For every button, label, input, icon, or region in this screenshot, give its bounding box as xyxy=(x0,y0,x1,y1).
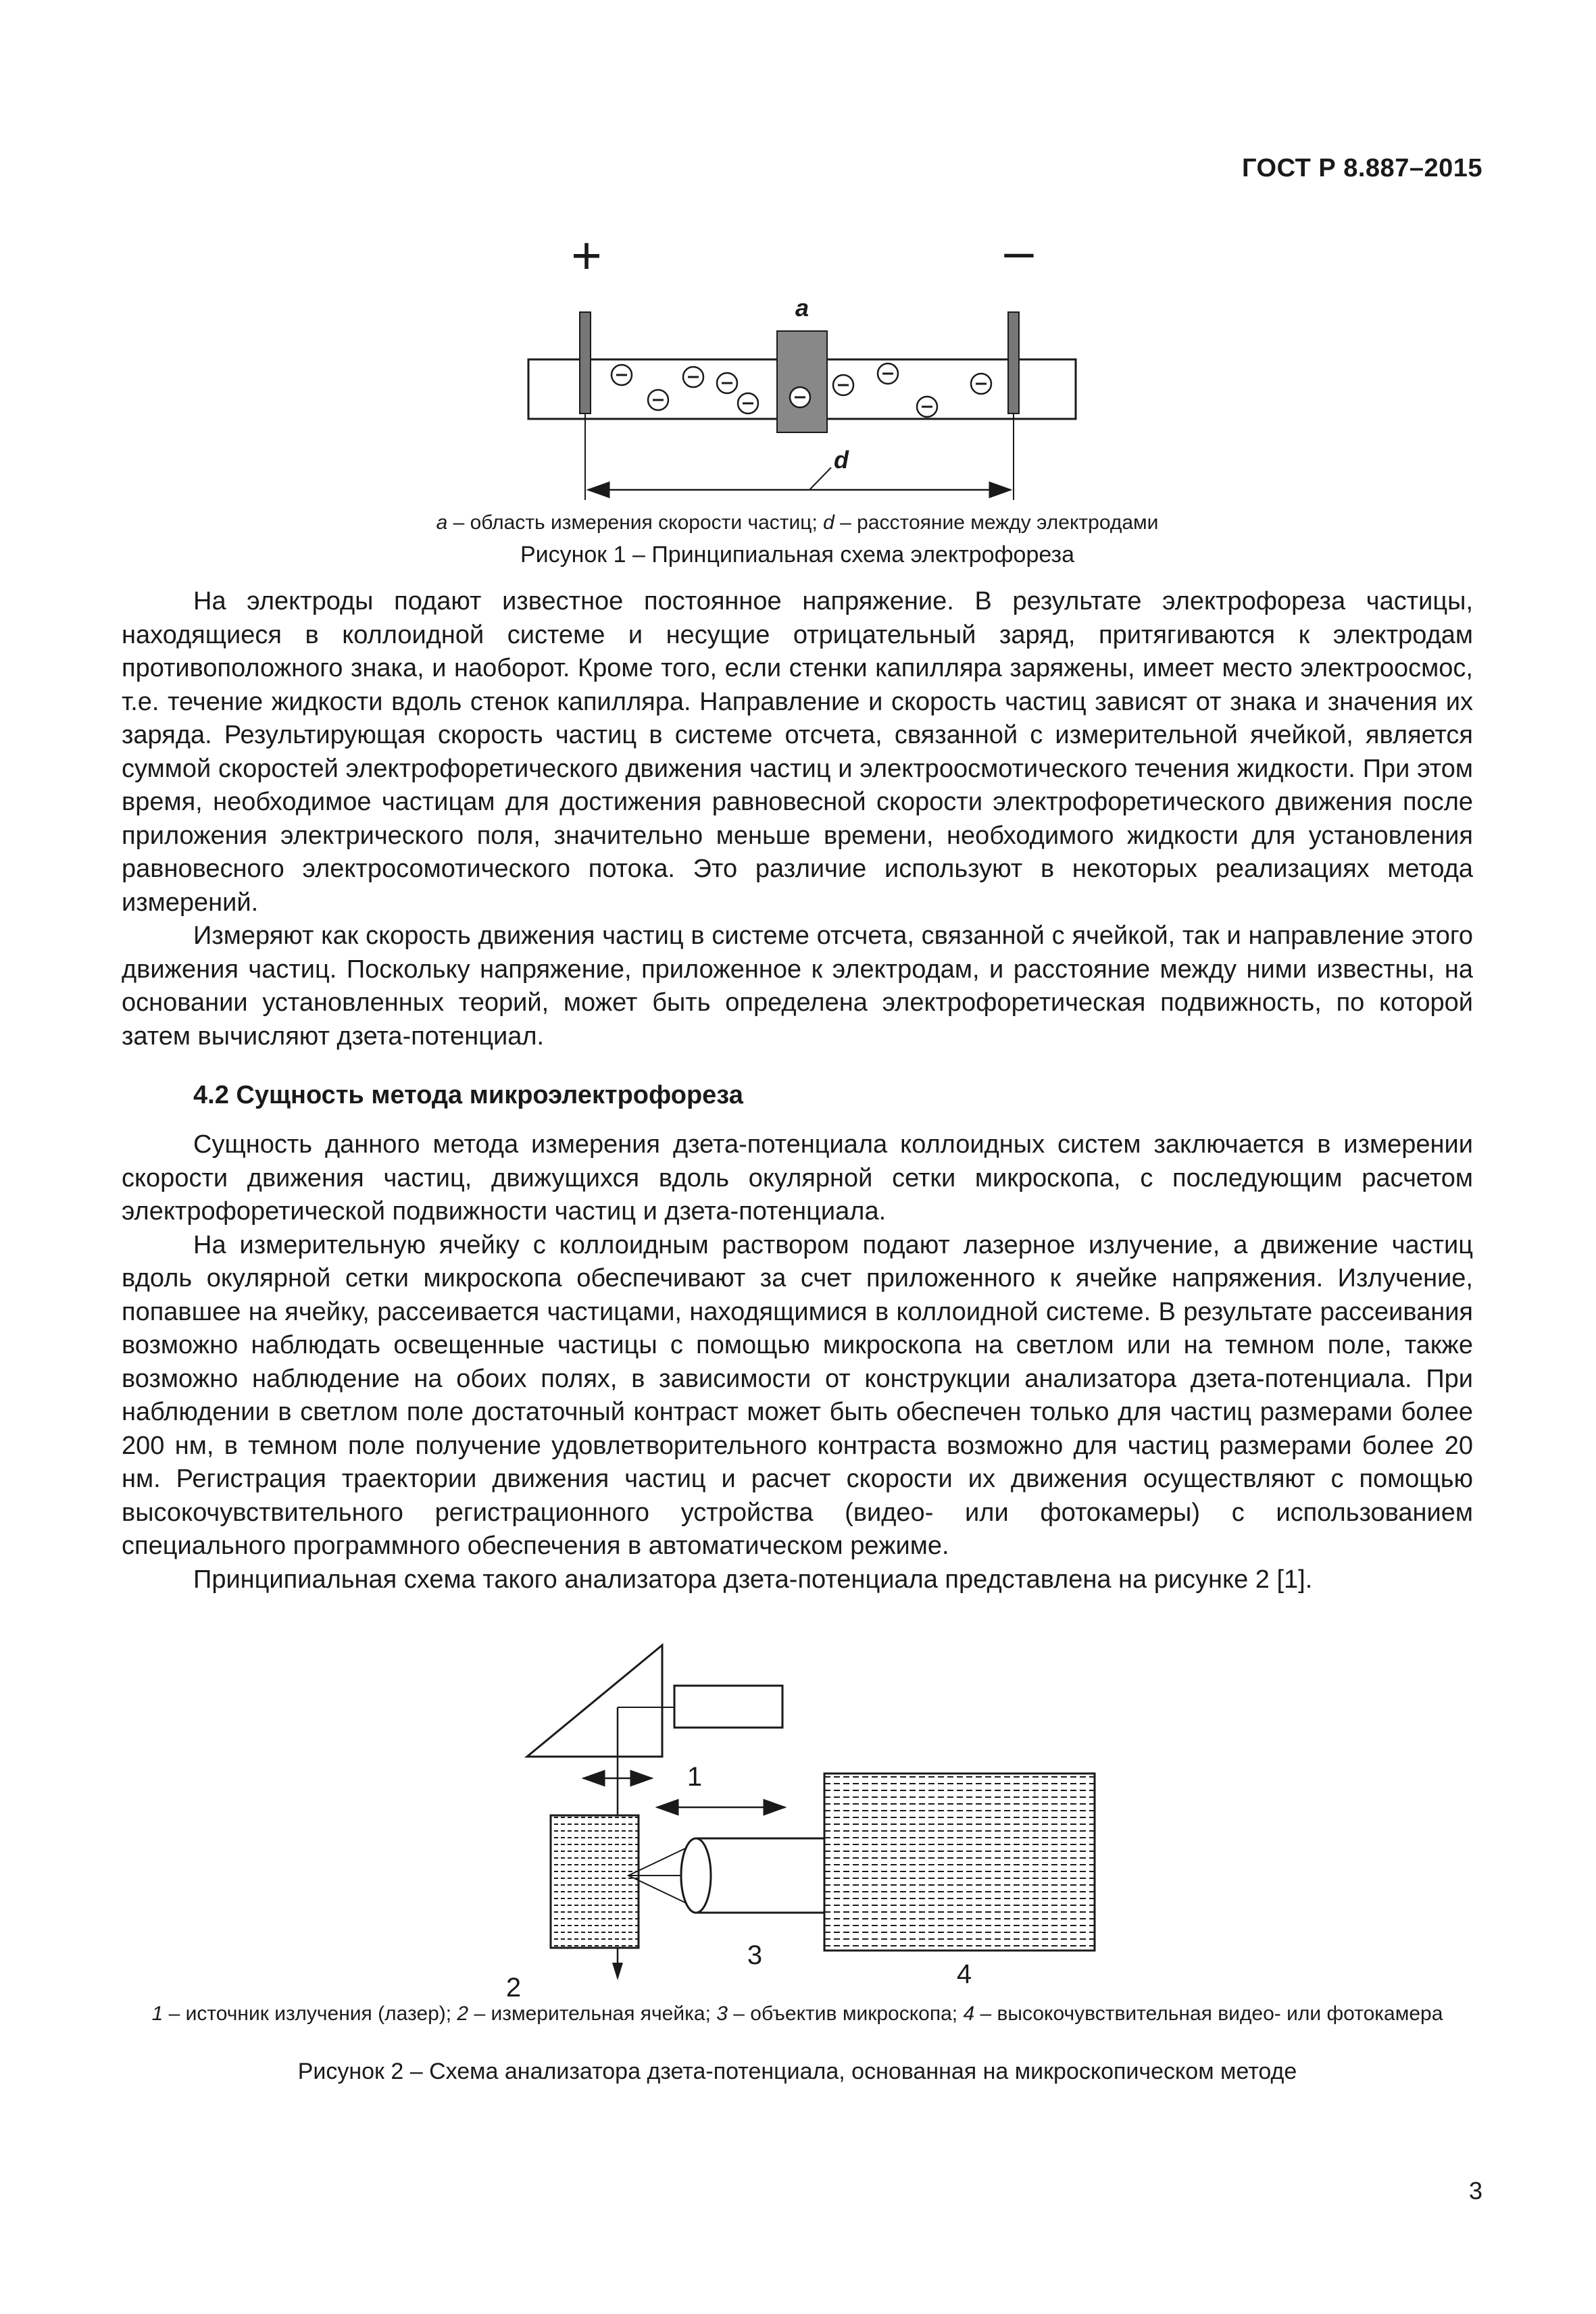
figure-1-caption: Рисунок 1 – Принципиальная схема электрофореза xyxy=(520,542,1075,568)
section-heading: 4.2 Сущность метода микроэлектрофореза xyxy=(193,1081,743,1109)
objective-lens xyxy=(681,1838,711,1913)
anode-electrode xyxy=(580,312,591,413)
paragraph: Принципиальная схема такого анализатора дзета-потенциала представлена на рисунке 2 [1]. xyxy=(193,1565,1313,1594)
laser-prism xyxy=(527,1645,662,1757)
standard-header: ГОСТ Р 8.887–2015 xyxy=(1241,154,1482,182)
particle xyxy=(790,387,810,407)
page-number: 3 xyxy=(1468,2177,1482,2205)
particle xyxy=(683,367,703,387)
particle xyxy=(738,393,758,413)
particle xyxy=(878,363,898,384)
label-a: a xyxy=(795,294,809,322)
paragraph: На измерительную ячейку с коллоидным раствором подают лазерное излучение, а движение частиц вдоль окулярной сетки микроскопа обеспечивают за счет приложенного к ячейке напряжения. Излучение, попавшее на ячейку, рассеивается частицами, находящимися в коллоидной системе. В результате рассеивания возможно наблюдать освещенные частицы с помощью микроскопа на светлом или на темном поле, также возможно наблюдение на обоих полях, в зависимости от конструкции анализатора дзета-потенциала. При наблюдении в светлом поле достаточный контраст может быть обеспечен только для частиц размерами более 200 нм, в темном поле получение удовлетворительного контраста возможно для частиц размерами более 20 нм. Регистрация траектории движения частиц и расчет скорости их движения осуществляют с помощью высокочувствительного регистрационного устройства (видео- или фотокамеры) с использованием специального программного обеспечения в автоматическом режиме. xyxy=(122,1230,1473,1560)
label-d-leader xyxy=(809,468,831,490)
figure-1-electrophoresis-diagram xyxy=(500,216,1108,507)
figure-2-caption: Рисунок 2 – Схема анализатора дзета-потенциала, основанная на микроскопическом методе xyxy=(297,2059,1297,2084)
laser-source-box xyxy=(674,1686,782,1728)
particle xyxy=(717,373,737,393)
particle xyxy=(648,390,668,410)
measurement-cell xyxy=(551,1815,639,1948)
paragraph: Сущность данного метода измерения дзета-потенциала коллоидных систем заключается в измерении скорости движения частиц, движущихся вдоль окулярной сетки микроскопа, с последующим расчетом электрофоретической подвижности частиц и дзета-потенциала. xyxy=(122,1130,1473,1226)
particle xyxy=(833,375,853,395)
particle xyxy=(612,365,632,385)
body-text-block-1 xyxy=(122,585,1473,1053)
label-2: 2 xyxy=(505,1973,522,2003)
body-text-block-2 xyxy=(122,1128,1473,1596)
label-3: 3 xyxy=(747,1940,763,1970)
paragraph: Измеряют как скорость движения частиц в системе отсчета, связанной с ячейкой, так и направление этого движения частиц. Поскольку напряжение, приложенное к электродам, и расстояние между ними известны, на основании установленных теорий, может быть определена электрофоретическая подвижность, по которой затем вычисляют дзета-потенциал. xyxy=(122,922,1473,1051)
particle xyxy=(971,374,991,394)
cathode-electrode xyxy=(1008,312,1019,413)
measurement-zone-a xyxy=(777,331,827,432)
label-1: 1 xyxy=(687,1762,703,1792)
label-4: 4 xyxy=(956,1959,972,1989)
anode-plus-sign: + xyxy=(571,226,602,285)
figure-2-legend: 1 – источник излучения (лазер); 2 – измерительная ячейка; 3 – объектив микроскопа; 4 – высокочувствительная видео- или фотокамера xyxy=(151,2003,1443,2025)
video-camera xyxy=(824,1774,1095,1951)
cathode-minus-sign: – xyxy=(1004,221,1034,280)
label-d: d xyxy=(834,446,849,474)
particle xyxy=(917,397,937,417)
figure-2-analyzer-diagram xyxy=(493,1645,1115,2003)
figure-1-legend: a – область измерения скорости частиц; d – расстояние между электродами xyxy=(436,511,1159,534)
paragraph: На электроды подают известное постоянное напряжение. В результате электрофореза частицы, находящиеся в коллоидной системе и несущие отрицательный заряд, притягиваются к электродам противоположного знака, и наоборот. Кроме того, если стенки капилляра заряжены, имеет место электроосмос, т.е. течение жидкости вдоль стенок капилляра. Направление и скорость частиц зависят от знака и значения их заряда. Результирующая скорость частиц в системе отсчета, связанной с измерительной ячейкой, является суммой скоростей электрофоретического движения частиц и электроосмотического течения жидкости. При этом время, необходимое частицам для достижения равновесной скорости электрофоретического движения после приложения электрического поля, значительно меньше времени, необходимого жидкости для установления равновесного электросомотического потока. Это различие используют в некоторых реализациях метода измерений. xyxy=(122,587,1473,917)
beam-down-arrowhead xyxy=(612,1963,623,1980)
